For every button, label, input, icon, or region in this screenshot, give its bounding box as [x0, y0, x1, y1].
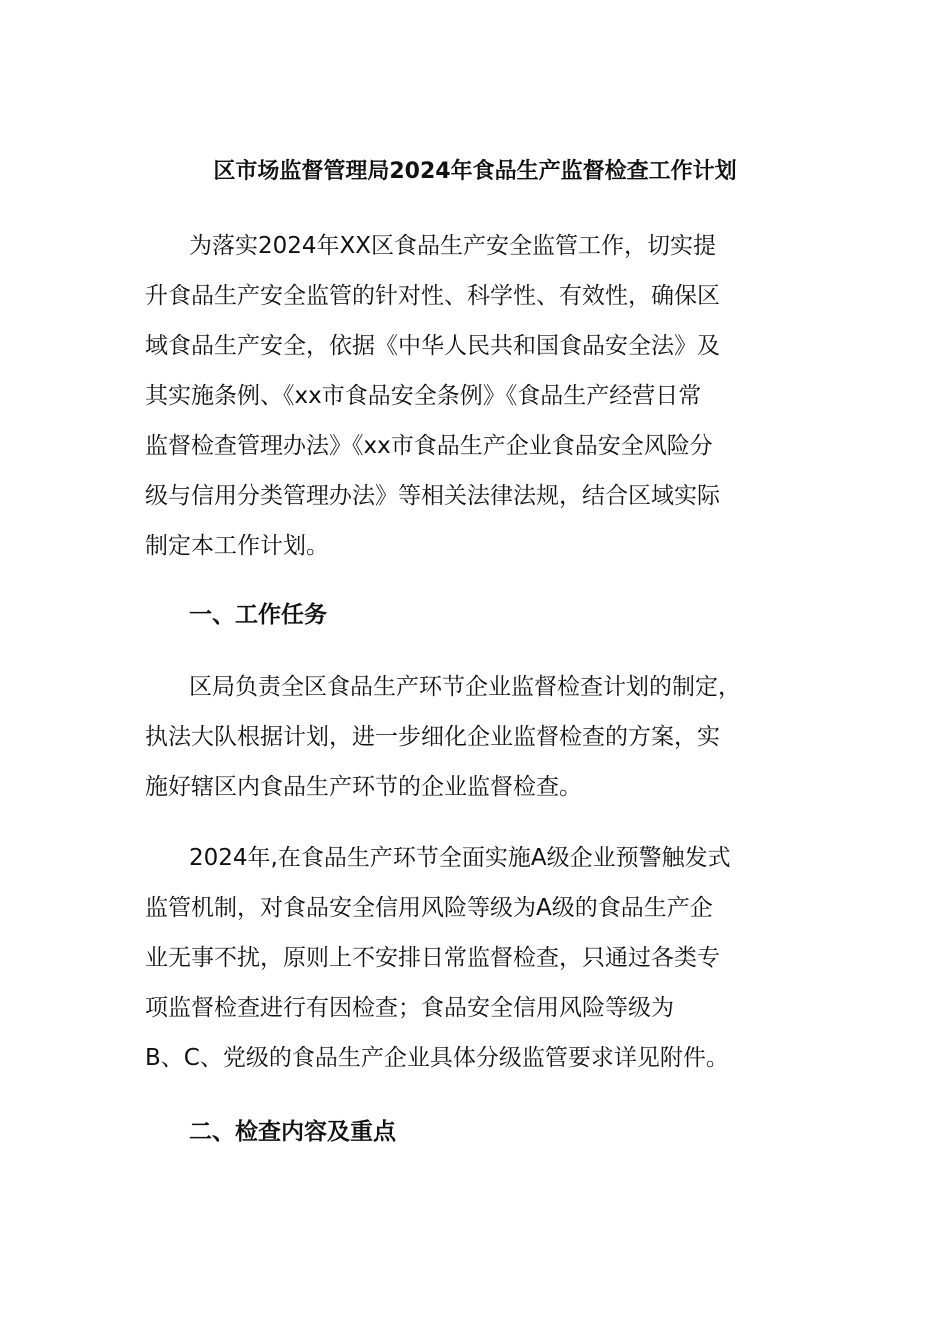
text-line: 2024年,在食品生产环节全面实施A级企业预警触发式 [189, 845, 731, 871]
text-line: 区局负责全区食品生产环节企业监督检查计划的制定， [189, 674, 741, 700]
text-line: B、C、党级的食品生产企业具体分级监管要求详见附件。 [145, 1045, 729, 1071]
text-line: 域食品生产安全，依据《中华人民共和国食品安全法》及 [145, 333, 720, 359]
text-line: 其实施条例、《xx市食品安全条例》《食品生产经营日常 [145, 383, 702, 409]
text-line: 项监督检查进行有因检查；食品安全信用风险等级为 [145, 995, 674, 1021]
text-line: 升食品生产安全监管的针对性、科学性、有效性，确保区 [145, 283, 720, 309]
paragraph-intro [145, 221, 805, 571]
text-line: 监督检查管理办法》《xx市食品生产企业食品安全风险分 [145, 433, 713, 459]
text-line: 监管机制，对食品安全信用风险等级为A级的食品生产企 [145, 895, 713, 921]
text-line: 业无事不扰，原则上不安排日常监督检查，只通过各类专 [145, 945, 720, 971]
text-line: 制定本工作计划。 [145, 533, 329, 559]
paragraph-tasks [145, 662, 805, 812]
text-line: 施好辖区内食品生产环节的企业监督检查。 [145, 774, 582, 800]
paragraph-2024-plan [145, 833, 805, 1083]
section-heading-1: 一、工作任务 [189, 602, 327, 628]
text-line: 执法大队根据计划，进一步细化企业监督检查的方案，实 [145, 724, 720, 750]
text-line: 级与信用分类管理办法》等相关法律法规，结合区域实际 [145, 483, 720, 509]
section-heading-2: 二、检查内容及重点 [189, 1119, 396, 1145]
text-line: 为落实2024年XX区食品生产安全监管工作，切实提 [189, 233, 717, 259]
document-title: 区市场监督管理局2024年食品生产监督检查工作计划 [213, 159, 737, 184]
